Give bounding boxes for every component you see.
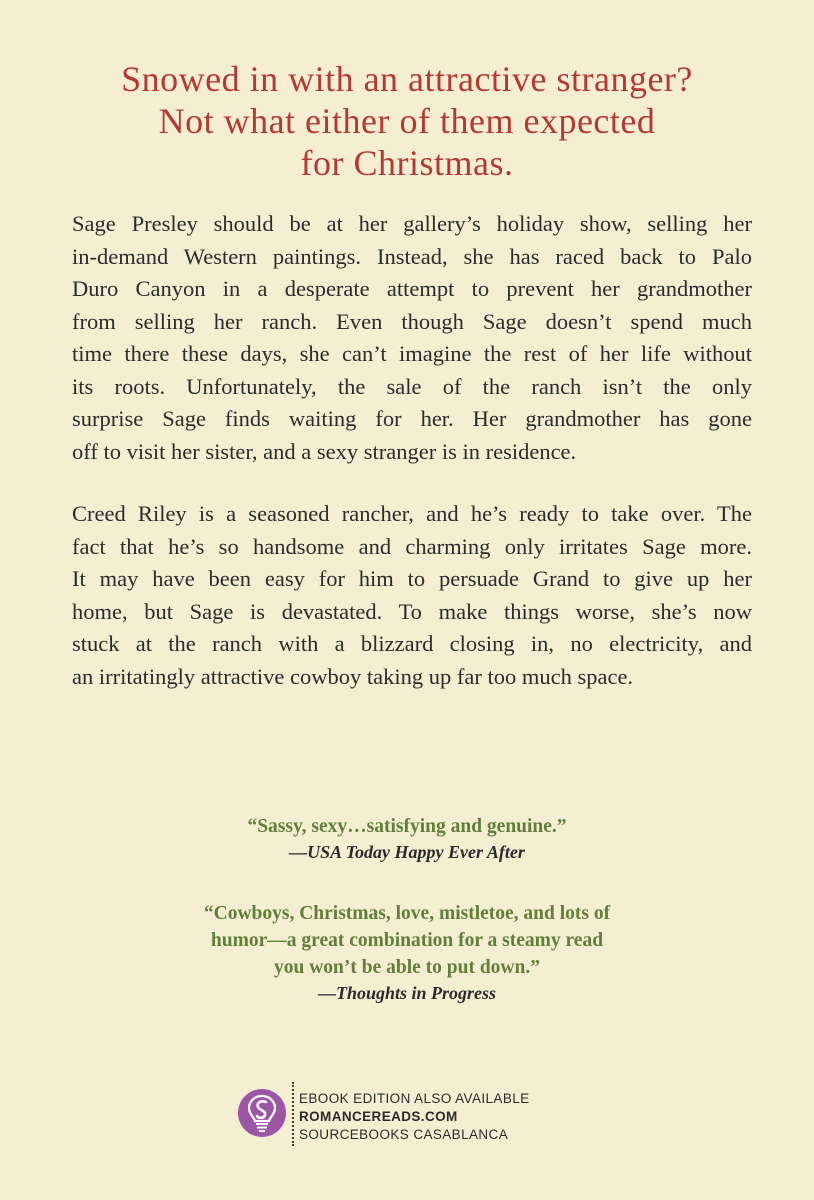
headline-line: for Christmas. [300,143,514,183]
review-quote-line: you won’t be able to put down.” [273,957,540,978]
review-quote-source: —USA Today Happy Ever After [289,842,525,862]
imprint-name: SOURCEBOOKS CASABLANCA [299,1127,509,1142]
blurb-line: Duro Canyon in a desperate attempt to prevent her grandmother [72,276,752,301]
blurb-line: from selling her ranch. Even though Sage doesn’t spend much [72,308,752,334]
footer-text [299,1090,530,1144]
headline-line: Not what either of them expected [158,101,656,141]
headline-line: Snowed in with an attractive stranger? [121,59,693,99]
review-quote-text [40,900,774,981]
blurb-line: home, but Sage is devastated. To make things worse, she’s now [72,598,752,624]
sourcebooks-lightbulb-logo-icon [237,1088,287,1138]
headline [40,58,774,184]
blurb [72,208,752,693]
review-quote-line: “Cowboys, Christmas, love, mistletoe, and lots of [203,903,611,924]
review-quote-line: “Sassy, sexy…satisfying and genuine.” [247,816,567,837]
blurb-line: time there these days, she can’t imagine the rest of her life without [72,341,752,366]
blurb-line: an irritatingly attractive cowboy taking up far too much space. [72,663,634,689]
review-quote-1 [40,813,774,865]
blurb-line: in-demand Western paintings. Instead, she has raced back to Palo [72,243,752,269]
review-quote-2 [40,900,774,1006]
blurb-line: surprise Sage finds waiting for her. Her grandmother has gone [72,406,752,431]
blurb-line: Creed Riley is a seasoned rancher, and he’s ready to take over. The [72,501,752,526]
blurb-paragraph-2 [72,498,752,693]
review-quote-line: humor—a great combination for a steamy read [210,930,604,951]
blurb-paragraph-1 [72,208,752,468]
footer-divider [292,1082,294,1146]
website-link[interactable]: ROMANCEREADS.COM [299,1109,458,1124]
blurb-line: off to visit her sister, and a sexy stranger is in residence. [72,438,577,464]
blurb-line: its roots. Unfortunately, the sale of the ranch isn’t the only [72,373,752,399]
blurb-line: stuck at the ranch with a blizzard closing in, no electricity, and [72,631,752,656]
review-quote-text [40,813,774,840]
blurb-line: It may have been easy for him to persuade Grand to give up her [72,566,752,591]
ebook-notice: EBOOK EDITION ALSO AVAILABLE [299,1091,530,1106]
blurb-line: fact that he’s so handsome and charming only irritates Sage more. [72,533,752,559]
blurb-line: Sage Presley should be at her gallery’s holiday show, selling her [72,211,752,236]
review-quote-source: —Thoughts in Progress [317,983,497,1003]
